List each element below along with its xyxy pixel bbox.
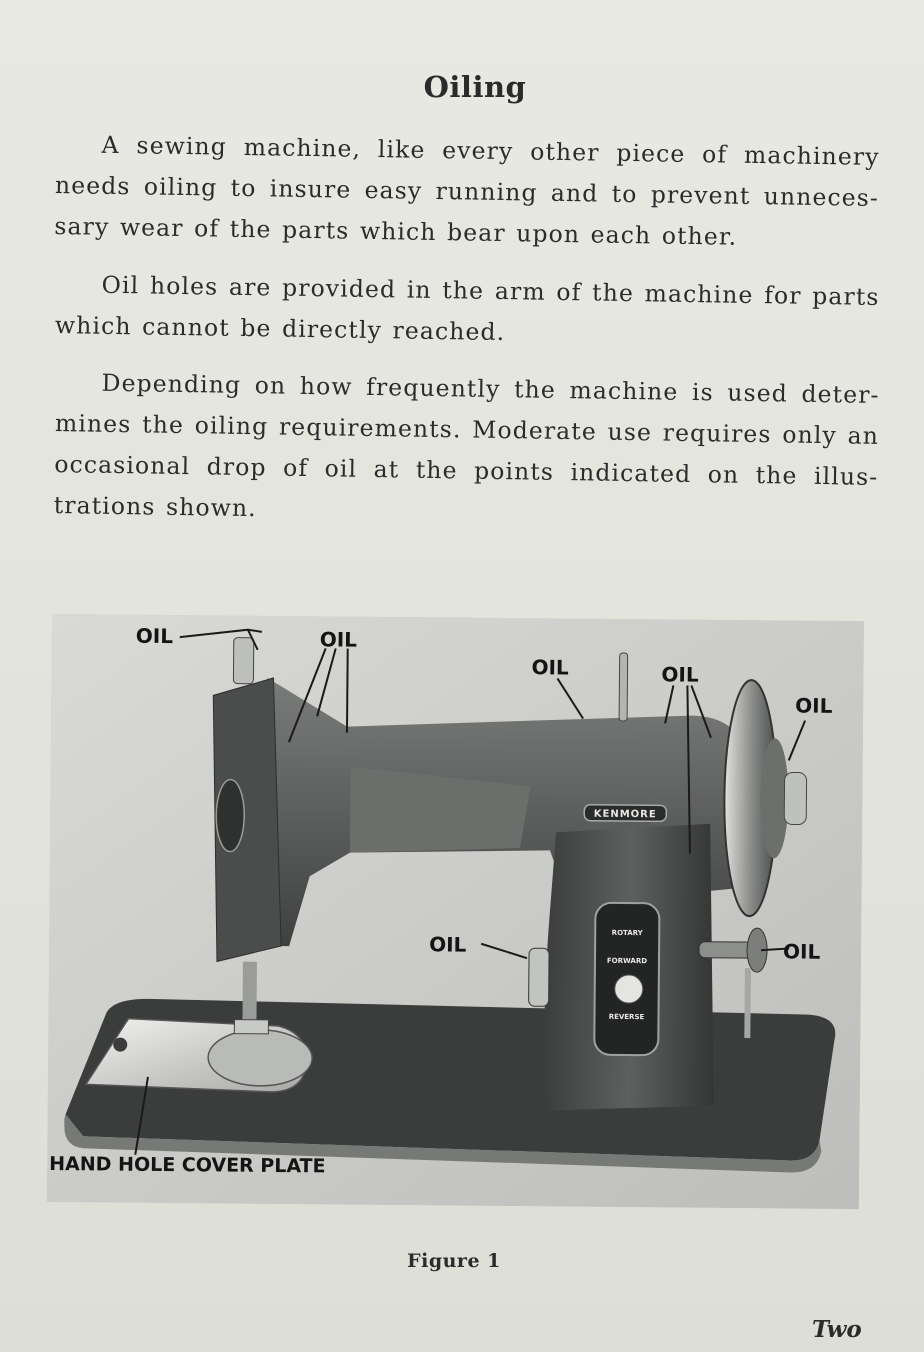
paragraph-line: A sewing machine, like every other piece of machinery	[101, 130, 880, 171]
stitch-length-lever	[529, 948, 550, 1006]
paragraph-line: which cannot be directly reached.	[54, 310, 506, 347]
sewing-machine-figure	[47, 614, 864, 1209]
oil-callout-handwheel: OIL	[795, 693, 833, 718]
paragraph-3	[53, 362, 879, 539]
paragraph-line: Depending on how frequently the machine is used deter-	[101, 368, 880, 409]
oil-callout-bobbin-winder: OIL	[782, 939, 821, 964]
figure-caption: Figure 1	[407, 1250, 501, 1272]
paragraph-line: trations shown.	[53, 490, 257, 523]
oil-callout-head: OIL	[319, 627, 358, 652]
panel-label-forward: FORWARD	[606, 956, 648, 966]
paragraph-line: sary wear of the parts which bear upon each other.	[54, 211, 738, 251]
paragraph-line: needs oiling to insure easy running and to prevent unneces-	[54, 170, 880, 212]
paragraph-line: Oil holes are provided in the arm of the machine for parts	[101, 270, 880, 311]
paragraph-line: occasional drop of oil at the points indicated on the illus-	[54, 449, 879, 491]
section-title: Oiling	[423, 70, 527, 104]
paragraph-2	[55, 264, 880, 359]
oil-callout-needle-bar: OIL	[135, 623, 174, 649]
needle-plate	[208, 1029, 312, 1086]
paragraph-line: mines the oiling requirements. Moderate use requires only an	[54, 408, 880, 450]
oil-callout-arm-center: OIL	[531, 655, 569, 680]
machine-body	[544, 822, 717, 1111]
panel-label-reverse: REVERSE	[608, 1012, 645, 1022]
panel-label-rotary: ROTARY	[611, 928, 643, 938]
page-number: Two	[812, 1316, 862, 1343]
paragraph-1	[54, 124, 880, 260]
oil-callout-arm-right: OIL	[661, 662, 699, 687]
stitch-control-knob	[615, 975, 643, 1003]
spool-pin	[619, 653, 628, 721]
brand-label: KENMORE	[593, 808, 657, 821]
oil-callout-lever: OIL	[429, 932, 467, 957]
sewing-machine-illustration	[47, 614, 864, 1209]
hand-hole-cover-plate-callout: HAND HOLE COVER PLATE	[49, 1152, 326, 1178]
